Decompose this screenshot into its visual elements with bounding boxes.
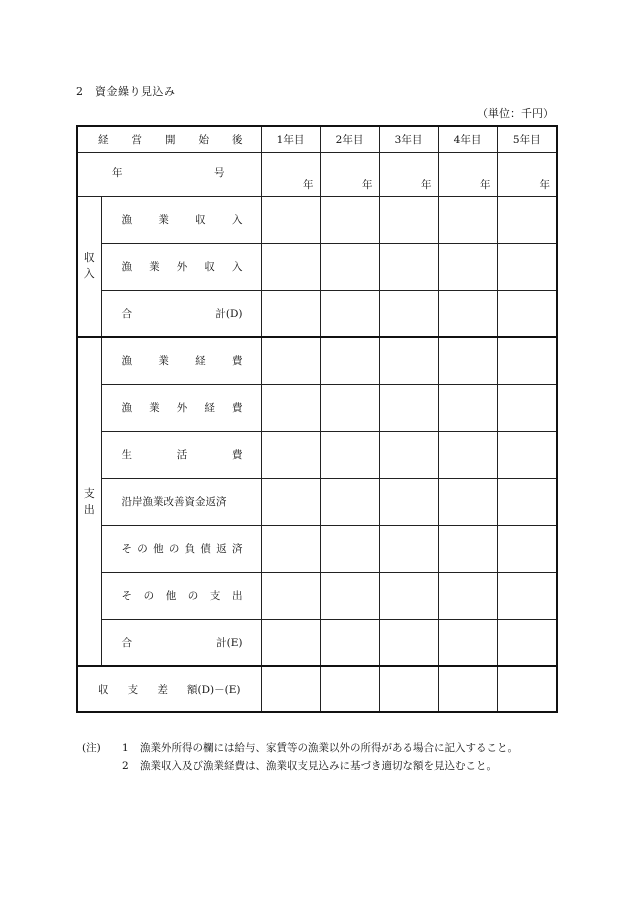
note-number: 1 [122, 742, 129, 754]
value-cell[interactable] [379, 384, 438, 431]
expense-item-label [101, 337, 261, 384]
cash-flow-table [76, 125, 558, 713]
expense-row [77, 478, 557, 525]
label-char: 開 [165, 133, 176, 146]
row-label [78, 132, 261, 147]
section-title: 2 資金繰り見込み [76, 85, 176, 98]
value-cell[interactable] [497, 196, 557, 243]
income-item-label [101, 196, 261, 243]
year-label-right: 号 [214, 166, 225, 179]
category-char: 入 [83, 267, 95, 281]
value-cell[interactable] [438, 243, 497, 290]
label-char: 漁 [121, 355, 132, 368]
label-char: 業 [149, 261, 160, 273]
year-unit: 年 [539, 178, 550, 191]
label-char: 計(D) [215, 307, 243, 320]
label-char: 支 [127, 683, 139, 696]
label-char: 出 [231, 590, 243, 602]
year-label-left: 年 [112, 166, 123, 179]
value-cell[interactable] [497, 525, 557, 572]
label-char: 収 [98, 683, 109, 696]
year-header: 3年目 [379, 126, 438, 152]
label-char: 外 [176, 402, 188, 414]
balance-label-cell [77, 666, 261, 712]
row-label [102, 541, 261, 556]
label-char: 費 [231, 355, 243, 368]
value-cell[interactable] [261, 666, 320, 712]
value-cell[interactable] [379, 243, 438, 290]
row-label [102, 635, 261, 650]
value-cell[interactable] [261, 478, 320, 525]
unit-label: （単位：千円） [477, 107, 554, 120]
year-header: 1年目 [261, 126, 320, 152]
value-cell[interactable] [320, 384, 379, 431]
value-cell[interactable] [438, 290, 497, 337]
label-char: 始 [198, 133, 209, 146]
value-cell[interactable] [438, 478, 497, 525]
value-cell[interactable] [497, 337, 557, 384]
year-row [77, 152, 557, 196]
expense-row [77, 619, 557, 666]
notes [82, 739, 562, 775]
label-char: 業 [149, 402, 160, 414]
category-char: 収 [83, 251, 95, 265]
value-cell[interactable] [438, 431, 497, 478]
value-cell[interactable] [261, 196, 320, 243]
income-category [77, 196, 101, 337]
value-cell[interactable] [379, 431, 438, 478]
income-item-label [101, 243, 261, 290]
category-char: 出 [83, 502, 95, 516]
label-char: 漁 [121, 214, 132, 226]
label-char: 入 [231, 214, 243, 226]
value-cell[interactable] [497, 478, 557, 525]
label-char: 済 [231, 543, 243, 555]
note-text: 漁業外所得の欄には給与、家賃等の漁業以外の所得がある場合に記入すること。 [140, 742, 518, 754]
income-row [77, 243, 557, 290]
label-char: 他 [165, 590, 177, 602]
year-label-cell [77, 152, 261, 196]
value-cell[interactable] [438, 384, 497, 431]
label-char: 負 [184, 543, 196, 555]
value-cell[interactable] [261, 431, 320, 478]
value-cell[interactable] [379, 290, 438, 337]
expense-item-label [101, 478, 261, 525]
value-cell[interactable] [379, 196, 438, 243]
note-item [82, 757, 562, 775]
year-unit: 年 [421, 178, 432, 191]
expense-item-label [101, 619, 261, 666]
value-cell[interactable] [261, 290, 320, 337]
value-cell[interactable] [320, 243, 379, 290]
value-cell[interactable] [320, 619, 379, 666]
value-cell[interactable] [497, 619, 557, 666]
row-label [102, 306, 261, 321]
value-cell[interactable] [379, 337, 438, 384]
expense-item-label [101, 572, 261, 619]
value-cell[interactable] [261, 619, 320, 666]
expense-item-label [101, 525, 261, 572]
value-cell[interactable] [438, 619, 497, 666]
label-char: 額(D)－(E) [187, 683, 241, 696]
label-char: の [187, 590, 199, 602]
expense-row [77, 525, 557, 572]
income-row [77, 196, 557, 243]
value-cell[interactable] [497, 290, 557, 337]
income-item-label [101, 290, 261, 337]
label-char: 活 [176, 449, 188, 461]
label-char: そ [121, 590, 132, 602]
label-char: の [137, 543, 148, 555]
year-header: 4年目 [438, 126, 497, 152]
note-item [82, 739, 562, 757]
value-cell[interactable] [438, 572, 497, 619]
row-label [102, 400, 261, 415]
label-char: 生 [121, 449, 132, 461]
label-char: 漁 [121, 402, 132, 414]
expense-row [77, 431, 557, 478]
label-char: 支 [209, 590, 221, 602]
value-cell[interactable] [438, 666, 497, 712]
row-label [102, 259, 261, 274]
value-cell[interactable] [261, 572, 320, 619]
value-cell[interactable] [379, 619, 438, 666]
value-cell[interactable] [261, 384, 320, 431]
row-label [102, 588, 261, 603]
row-label [102, 353, 261, 368]
value-cell[interactable] [497, 572, 557, 619]
year-input-cell[interactable] [261, 152, 320, 196]
label-char: 費 [232, 402, 243, 414]
note-text: 漁業収入及び漁業経費は、漁業収支見込みに基づき適切な額を見込むこと。 [140, 760, 497, 772]
label-char: 経 [98, 133, 109, 146]
label-char: 債 [200, 543, 211, 555]
value-cell[interactable] [320, 290, 379, 337]
value-cell[interactable] [320, 431, 379, 478]
label-char: 後 [232, 133, 243, 146]
expense-item-label [101, 384, 261, 431]
value-cell[interactable] [320, 478, 379, 525]
label-char: 業 [158, 355, 169, 368]
expense-row [77, 384, 557, 431]
value-cell[interactable] [320, 337, 379, 384]
value-cell[interactable] [497, 384, 557, 431]
note-prefix: (注) [82, 742, 101, 754]
year-input-cell[interactable] [497, 152, 557, 196]
row-label [102, 447, 261, 462]
label-char: 費 [232, 449, 243, 461]
label-char: 経 [195, 355, 206, 368]
note-number: 2 [122, 760, 129, 772]
label-char: 収 [204, 261, 215, 273]
value-cell[interactable] [438, 196, 497, 243]
expense-item-label [101, 431, 261, 478]
value-cell[interactable] [320, 572, 379, 619]
label-char: 返 [216, 543, 227, 555]
label-char: 入 [232, 261, 243, 273]
value-cell[interactable] [497, 243, 557, 290]
header-label-cell [77, 126, 261, 152]
label-char: 漁 [121, 261, 132, 273]
label-char: 業 [158, 214, 169, 226]
value-cell[interactable] [320, 196, 379, 243]
value-cell[interactable] [438, 525, 497, 572]
value-cell[interactable] [497, 666, 557, 712]
value-cell[interactable] [438, 337, 497, 384]
label-char: 営 [131, 133, 142, 146]
label-char: 収 [195, 214, 206, 226]
income-row [77, 290, 557, 337]
value-cell[interactable] [261, 243, 320, 290]
label-char: の [168, 543, 180, 555]
year-header: 2年目 [320, 126, 379, 152]
value-cell[interactable] [261, 525, 320, 572]
value-cell[interactable] [379, 572, 438, 619]
year-input-cell[interactable] [438, 152, 497, 196]
label-char: 差 [157, 683, 168, 696]
label-char: 他 [153, 543, 164, 555]
value-cell[interactable] [379, 478, 438, 525]
value-cell[interactable] [497, 431, 557, 478]
value-cell[interactable] [320, 666, 379, 712]
year-unit: 年 [303, 178, 314, 191]
value-cell[interactable] [379, 666, 438, 712]
label-char: そ [121, 543, 132, 555]
label-char: 計(E) [216, 636, 243, 649]
label-char: 外 [176, 261, 188, 273]
expense-category [77, 337, 101, 666]
year-header: 5年目 [497, 126, 557, 152]
value-cell[interactable] [379, 525, 438, 572]
category-char: 支 [83, 486, 95, 500]
label-char: 合 [121, 636, 132, 649]
year-unit: 年 [362, 178, 373, 191]
label-char: 経 [204, 402, 215, 414]
year-unit: 年 [480, 178, 491, 191]
label-char: 合 [121, 307, 132, 320]
row-label: 沿岸漁業改善資金返済 [121, 496, 227, 508]
balance-row [77, 666, 557, 712]
expense-row [77, 572, 557, 619]
value-cell[interactable] [320, 525, 379, 572]
year-input-cell[interactable] [379, 152, 438, 196]
expense-row [77, 337, 557, 384]
header-row [77, 126, 557, 152]
year-input-cell[interactable] [320, 152, 379, 196]
value-cell[interactable] [261, 337, 320, 384]
row-label [102, 212, 261, 227]
label-char: の [143, 590, 155, 602]
row-label [78, 682, 261, 697]
